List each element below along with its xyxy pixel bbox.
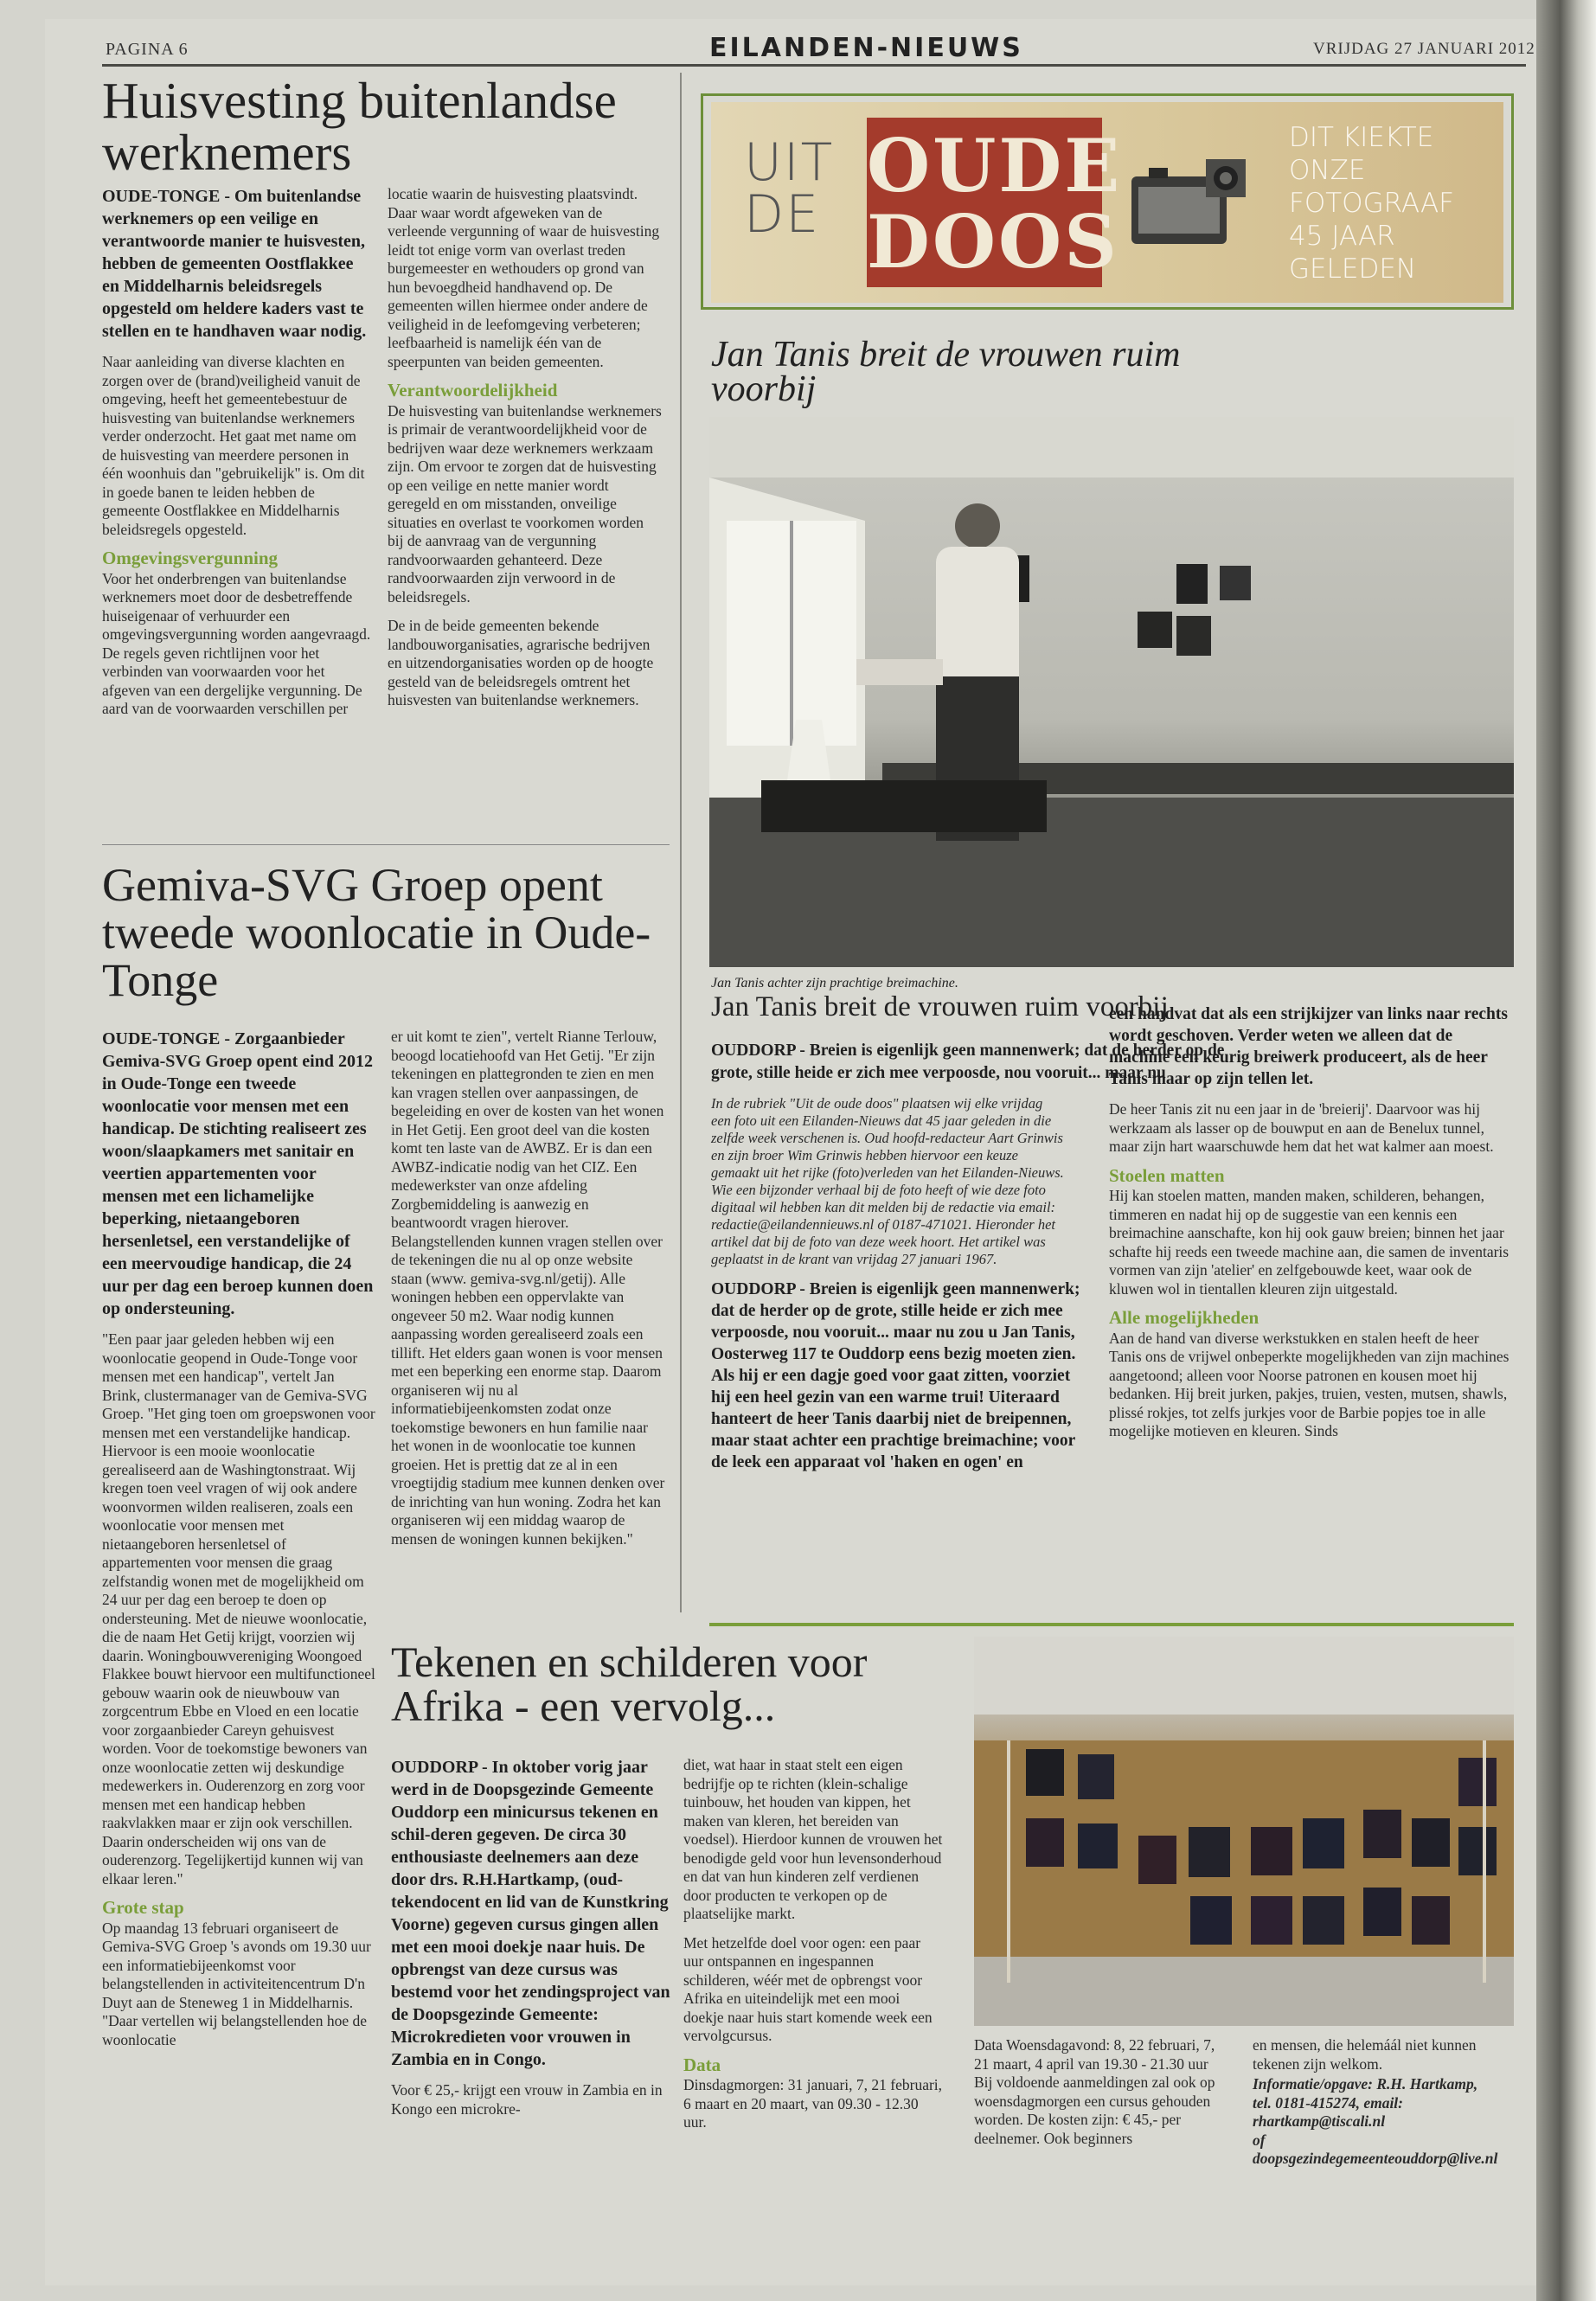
article2-col1 [102,1028,375,2060]
paper-name: EILANDEN-NIEUWS [709,33,1023,63]
article1-rule [102,844,670,845]
article1-title: Huisvesting buitenlandse werknemers [102,72,617,182]
article4-contact-email2[interactable]: of doopsgezindegemeenteouddorp@live.nl [1253,2131,1498,2167]
camera-icon [1123,142,1253,263]
article4-title: Tekenen en schilderen voor Afrika - een vervolg... [391,1638,868,1730]
article4-col4 [1253,2036,1512,2169]
article1-sub1: Omgevingsvergunning [102,548,279,568]
oude-doos-p1: De heer Tanis zit nu een jaar in de 'breierij'. Daarvoor was hij werkzaam als lasser op de bouwput en aan de Benelux tunnel, maar zijn hart waarschuwde hem dat het wat kalmer aan moest. [1109,1100,1494,1155]
banner-tagline-1: DIT KIEKTE [1289,122,1434,153]
oude-doos-p3: Aan de hand van diverse werkstukken en stalen heeft de heer Tanis ons de vrijwel onbeperkte mogelijkheden van zijn machines aangetoond; alleen voor Noorse patronen en kousen moet hij bedanken. Hij breit jurken, pakjes, truien, vesten, mutsen, shawls, plissé rokjes, tot zelfs jurkjes voor de Barbie popjes toe in alle mogelijke motieven en kleuren. Sinds [1109,1329,1509,1439]
article4-p1: Voor € 25,- krijgt een vrouw in Zambia en in Kongo een microkre- [391,2081,663,2118]
article1-col1 [102,185,372,729]
oude-doos-title: Jan Tanis breit de vrouwen ruim voorbij [711,991,1169,1022]
article2-sub1: Grote stap [102,1897,184,1918]
article1-p3: locatie waarin de huisvesting plaatsvindt. Daar waar wordt afgeweken van de verleende vergunning of waar de huisvesting leidt tot enige vorm van overlast treden burgemeester en wethouders op grond van hun bevoegdheid handhavend op. De gemeenten willen hiermee onder andere de veiligheid in de leefomgeving verbeteren; leefbaarheid is namelijk één van de speerpunten van beiden gemeenten. [388,185,660,370]
banner-tagline-2: ONZE [1289,155,1366,186]
knitting-scene-illustration [709,417,1514,967]
article4-p3: Met hetzelfde doel voor ogen: een paar uur ontspannen en ingespannen schilderen, wéér met de opbrengst voor Afrika en uiteindelijk met een mooi doekje naar huis start komende week een vervolgcursus. [683,1933,933,2044]
oude-doos-sub2: Alle mogelijkheden [1109,1307,1259,1328]
oude-doos-lead2: OUDDORP - Breien is eigenlijk geen mannenwerk; dat de herder op de grote, stille heide er zich mee verpoosde, nou vooruit... maar nu zou u Jan Tanis, Oosterweg 117 te Ouddorp eens bezig moeten zien. Als hij er een dagje goed voor gaat zitten, voorziet hij een heel gezin van een warme trui! Uiteraard hanteert de heer Tanis daarbij niet de breipennen, maar staat achter een prachtige breimachine; voor de leek een apparaat vol 'haken en ogen' en [711,1280,1080,1471]
article4-contact-email1[interactable]: rhartkamp@tiscali.nl [1253,2112,1386,2130]
oude-doos-sub1: Stoelen matten [1109,1164,1225,1186]
page-binding-edge [1536,0,1596,2301]
banner-tagline-5: GELEDEN [1289,253,1417,285]
column-divider [680,73,682,1612]
header-rule [102,64,1526,67]
article4-p4: Dinsdagmorgen: 31 januari, 7, 21 februari, 6 maart en 20 maart, van 09.30 - 12.30 uur. [683,2076,943,2131]
banner-de: DE [744,184,821,245]
oude-doos-p2: Hij kan stoelen matten, manden maken, schilderen, behangen, timmeren en nadat hij op de suggestie van een kennis een breimachine aanschafte, kon hij ook gauw breien; binnen het jaar schafte hij reeds een tweede machine aan, die samen de inventaris vormen van zijn 'atelier' en zelfgebouwde keet, waar ook de kluwen wol in tientallen kleuren zijn uitgestald. [1109,1187,1509,1298]
issue-date: VRIJDAG 27 JANUARI 2012 [1313,40,1535,58]
paintings-display-illustration [974,1637,1514,2026]
article4-col2 [683,1756,943,2143]
article2-p3: er uit komt te zien", vertelt Rianne Terlouw, beoogd locatiehoofd van Het Getij. "Er zijn tekeningen en plattegronden te zien en men kan vragen stellen over aanpassingen, de begeleiding en over de kosten van het wonen in Het Getij. Een groot deel van die kosten komt ten laste van de AWBZ. Er is dan een AWBZ-indicatie nodig van het CIZ. Een medewerkster van onze afdeling Zorgbemiddeling is aanwezig en beantwoordt vragen hierover. Belangstellenden kunnen vragen stellen over de tekeningen die nu al op onze website staan (www. gemiva-svg.nl/getij). Alle woningen hebben een oppervlakte van ongeveer 50 m2. Waar nodig kunnen aanpassing worden gerealiseerd zoals een tillift. Het elders gaan wonen is voor mensen met een beperking een enorme stap. Daarom organiseren wij nu al informatiebijeenkomsten zodat onze toekomstige bewoners en hun familie naar het wonen in de woonlocatie toe kunnen groeien. Het is prettig dat ze al in een vroegtijdig stadium mee kunnen denken over de inrichting van hun woning. Zodra het kan organiseren wij een middag waarop de mensen de woningen kunnen bekijken." [391,1028,665,1548]
article4-sub1: Data [683,2054,721,2075]
oude-doos-lead-top: OUDDORP - Breien is eigenlijk geen mannenwerk; dat de herder op de grote, stille heide er zich mee verpoosde, nou vooruit... maar nu [711,1042,1225,1082]
page-number: PAGINA 6 [106,40,189,59]
article1-p2: Voor het onderbrengen van buitenlandse werknemers moet door de desbetreffende huiseigenaar of verhuurder een omgevingsvergunning worden aangevraagd. De regels geven richtlijnen voor het verbinden van voorwaarden voor het afgeven van een dergelijke vergunning. De aard van de voorwaarden verschillen per [102,569,371,717]
article4-lead: OUDDORP - In oktober vorig jaar werd in de Doopsgezinde Gemeente Ouddorp een minicursus tekenen en schil-deren gegeven. De circa 30 enthousiaste deelnemers aan deze door drs. R.H.Hartkamp, (oud-tekendocent en lid van de Kunstkring Voorne) gegeven cursus gingen allen met een mooi doekje naar huis. De opbrengst van deze cursus was bestemd voor het zendingsproject van de Doopsgezinde Gemeente: Microkredieten voor vrouwen in Zambia en in Congo. [391,1758,670,2069]
article2-lead: OUDE-TONGE - Zorgaanbieder Gemiva-SVG Groep opent eind 2012 in Oude-Tonge een tweede woonlocatie voor mensen met een handicap. De stichting realiseert zes woon/slaapkamers met sanitair en veertien appartementen voor mensen met een lichamelijke beperking, nietaangeboren hersenletsel, een verstandelijke of een meervoudige handicap, die 24 uur per dag een beroep kunnen doen op ondersteuning. [102,1029,374,1318]
article1-sub2: Verantwoordelijkheid [388,380,558,401]
article2-title: Gemiva-SVG Groep opent tweede woonlocatie in Oude-Tonge [102,859,651,1007]
article1-p1: Naar aanleiding van diverse klachten en zorgen over de (brand)veiligheid vanuit de omgeving, heeft het gemeentebestuur de huisvesting van buitenlandse werknemers verder onderzocht. Het gaat met name om de huisvesting van meerdere personen in één woonhuis dan "gebruikelijk" is. Om dit in goede banen te leiden hebben de gemeente Oostflakkee en Middelharnis beleidsregels opgesteld. [102,353,365,538]
article2-p1: "Een paar jaar geleden hebben wij een woonlocatie geopend in Oude-Tonge voor mensen met een handicap", vertelt Jan Brink, clustermanager van de Gemiva-SVG Groep. "Het ging toen om groepswonen voor mensen met een verstandelijke handicap. Hiervoor is een mooie woonlocatie gerealiseerd aan de Washingtonstraat. Wij kregen toen veel vragen of wij ook andere woonvormen wilden realiseren, zoals een woonlocatie voor mensen met nietaangeboren hersenletsel of appartementen voor mensen die graag zelfstandig wonen met de mogelijkheid om 24 uur per dag een beroep te doen op ondersteuning. Met de nieuwe woonlocatie, die de naam Het Getij krijgt, voorzien wij daarin. Woningbouwvereniging Woongoed Flakkee bouwt hiervoor een multifunctioneel gebouw waarin ook de nieuwbouw van zorgcentrum Ebbe en Vloed en een locatie voor zorgaanbieder Careyn gehuisvest worden. Voor de toekomstige bewoners van onze woonlocatie zetten wij deskundige medewerkers in. Ouderenzorg en zorg voor mensen met een handicap hebben raakvlakken maar er zijn ook verschillen. Daarin onderscheiden wij ons van de ouderenzorg. Tegelijkertijd kunnen wij van elkaar leren." [102,1330,375,1888]
banner-doos: DOOS [867,199,1119,285]
banner-oude: OUDE [867,123,1123,208]
exhibition-photo [974,1637,1514,2026]
article1-lead: OUDE-TONGE - Om buitenlandse werknemers op een veilige en verantwoorde manier te huisvesten, hebben de gemeenten Oostflakkee en Middelharnis beleidsregels opgesteld om heldere kaders vast te stellen en te handhaven waar nodig. [102,187,367,341]
oude-doos-headline: Jan Tanis breit de vrouwen ruim voorbij [711,335,1181,409]
article4-contact-label: Informatie/opgave: R.H. Hartkamp, [1253,2075,1478,2093]
article1-p4: De huisvesting van buitenlandse werknemers is primair de verantwoordelijkheid voor de bedrijven waar deze werknemers werkzaam zijn. Om ervoor te zorgen dat de huisvesting op een veilige en nette manier wordt geregeld en om misstanden, onveilige situaties en overlast te voorkomen worden bij de aanvraag van de vergunning randvoorwaarden gehanteerd. Deze randvoorwaarden zijn verwoord in de beleidsregels. [388,401,662,606]
banner-tagline-4: 45 JAAR [1289,221,1395,252]
article4-p7: en mensen, die helemáál niet kunnen tekenen zijn welkom. [1253,2036,1477,2073]
oude-doos-banner [711,102,1503,303]
article4-p2: diet, wat haar in staat stelt een eigen bedrijfje op te richten (klein-schalige tuinbouw, het houden van kippen, het maken van kleren, het bereiden van voedsel). Hierdoor kunnen de vrouwen het benodigde geld voor hun levensonderhoud en dat van hun kinderen zelf verdienen door producten te verkopen op de plaatselijke markt. [683,1756,943,1922]
oude-doos-right [1109,1003,1512,1452]
oude-doos-intro: In de rubriek "Uit de oude doos" plaatsen wij elke vrijdag een foto uit een Eilanden-Nieuws dat 45 jaar geleden in die zelfde week verschenen is. Oud hoofd-redacteur Aart Grinwis en zijn broer Wim Grinwis hebben hiervoor een keuze gemaakt uit het rijke (foto)verleden van het Eilanden-Nieuws. Wie een bijzonder verhaal bij de foto heeft of wie deze foto digitaal wil hebben kan dit melden bij de redactie via email: redactie@eilandennieuws.nl of 0187-471021. Hieronder het artikel dat bij de foto van deze week hoort. Het artikel was geplaatst in de krant van vrijdag 27 januari 1967. [711,1095,1064,1267]
photo-caption: Jan Tanis achter zijn prachtige breimachine. [711,976,958,990]
article2-col2 [391,1028,666,1559]
article1-p5: De in de beide gemeenten bekende landbouworganisaties, agrarische bedrijven en uitzendorganisaties worden op de hoogte gesteld van de beleidsregels omtrent het huisvesten van buitenlandse werknemers. [388,617,654,708]
article4-col3 [974,2036,1234,2158]
banner-tagline-3: FOTOGRAAF [1289,188,1454,219]
banner-uit: UIT [744,132,835,193]
article4-col1 [391,1756,676,2129]
oude-doos-right-lead: een handvat dat als een strijkijzer van links naar rechts wordt geschoven. Verder weten we alleen dat de machine een keurig breiwerk produceert, als de heer Tanis maar op zijn tellen let. [1109,1005,1508,1088]
article2-p2: Op maandag 13 februari organiseert de Gemiva-SVG Groep 's avonds om 19.30 uur een informatiebijeenkomst voor belangstellenden in activiteitencentrum D'n Duyt aan de Steneweg 1 in Middelharnis. "Daar vertellen wij belangstellenden hoe de woonlocatie [102,1919,371,2048]
article4-p5: Data Woensdagavond: 8, 22 februari, 7, 21 maart, 4 april van 19.30 - 21.30 uur [974,2036,1215,2073]
historic-photo [709,417,1514,967]
banner-red-box [867,118,1123,287]
oude-doos-bottom-rule [709,1623,1514,1626]
article1-col2 [388,185,663,721]
article4-p6: Bij voldoende aanmeldingen zal ook op woensdagmorgen een cursus gehouden worden. De kosten zijn: € 45,- per deelnemer. Ook beginners [974,2073,1215,2147]
article4-contact-tel: tel. 0181-415274, email: [1253,2093,1404,2112]
